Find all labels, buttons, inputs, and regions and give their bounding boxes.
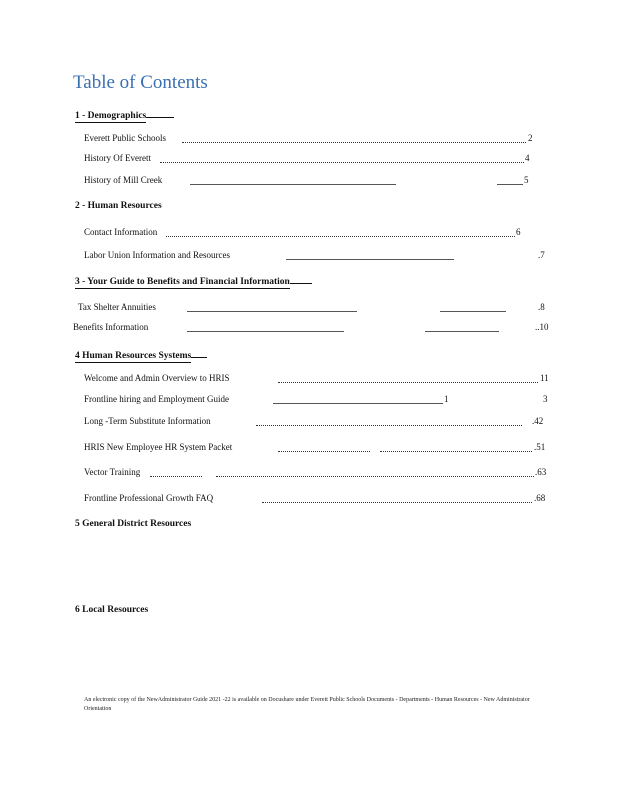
toc-entry[interactable]: Benefits Information bbox=[73, 322, 149, 332]
section-heading-text: 4 Human Resources Systems bbox=[75, 351, 192, 361]
page-number: 1 bbox=[444, 394, 449, 404]
toc-entry[interactable]: History of Mill Creek bbox=[84, 175, 163, 185]
page-number: 5 bbox=[524, 175, 529, 185]
page-number: 4 bbox=[525, 153, 530, 163]
page-number: .51 bbox=[534, 442, 546, 452]
page-number: .7 bbox=[538, 250, 545, 260]
dot-leader bbox=[160, 162, 524, 163]
toc-entry[interactable]: Vector Training bbox=[84, 467, 141, 477]
leader-line bbox=[286, 259, 454, 260]
section-heading-1[interactable] bbox=[75, 111, 174, 121]
dot-leader bbox=[150, 476, 202, 477]
page-number: .63 bbox=[535, 467, 547, 477]
dot-leader bbox=[166, 236, 515, 237]
toc-entry[interactable]: Long -Term Substitute Information bbox=[84, 416, 211, 426]
section-heading-text: 3 - Your Guide to Benefits and Financial Information bbox=[75, 277, 290, 287]
toc-entry[interactable]: Everett Public Schools bbox=[84, 133, 166, 143]
leader-line bbox=[190, 184, 396, 185]
page-number: .42 bbox=[532, 416, 544, 426]
dot-leader bbox=[278, 382, 538, 383]
page-number: 3 bbox=[543, 394, 548, 404]
toc-entry[interactable]: Contact Information bbox=[84, 227, 158, 237]
page-number: ..10 bbox=[535, 322, 549, 332]
page-number: 6 bbox=[516, 227, 521, 237]
section-heading-text: 1 - Demographics bbox=[75, 111, 147, 121]
toc-entry[interactable]: Tax Shelter Annuities bbox=[78, 302, 156, 312]
leader-line bbox=[187, 311, 357, 312]
toc-entry[interactable]: Frontline hiring and Employment Guide bbox=[84, 394, 229, 404]
dot-leader bbox=[216, 476, 534, 477]
toc-entry[interactable]: HRIS New Employee HR System Packet bbox=[84, 442, 233, 452]
toc-entry[interactable]: Welcome and Admin Overview to HRIS bbox=[84, 373, 230, 383]
leader-line bbox=[425, 331, 499, 332]
leader-line bbox=[497, 184, 523, 185]
page-title: Table of Contents bbox=[73, 72, 208, 93]
page-number: 2 bbox=[528, 133, 533, 143]
section-heading-3[interactable] bbox=[75, 277, 312, 287]
toc-entry[interactable]: Frontline Professional Growth FAQ bbox=[84, 493, 214, 503]
page-number: 11 bbox=[540, 373, 549, 383]
section-heading-2[interactable]: 2 - Human Resources bbox=[75, 201, 162, 211]
leader-line bbox=[273, 403, 443, 404]
dot-leader bbox=[262, 502, 532, 503]
dot-leader bbox=[256, 425, 522, 426]
section-heading-5[interactable]: 5 General District Resources bbox=[75, 519, 192, 529]
toc-entry[interactable]: Labor Union Information and Resources bbox=[84, 250, 230, 260]
toc-entry[interactable]: History Of Everett bbox=[84, 153, 151, 163]
page-number: .8 bbox=[538, 302, 545, 312]
leader-line bbox=[187, 331, 344, 332]
section-heading-6[interactable]: 6 Local Resources bbox=[75, 605, 149, 615]
section-heading-4[interactable] bbox=[75, 351, 207, 361]
dot-leader bbox=[182, 142, 526, 143]
leader-line bbox=[440, 311, 506, 312]
footnote: An electronic copy of the NewAdministrator Guide 2021 -22 is available on Docushare under Everett Public Schools Documents - Departments - Human Resources - New Administrator Orientation bbox=[84, 697, 530, 712]
dot-leader bbox=[278, 451, 370, 452]
dot-leader bbox=[380, 451, 532, 452]
page-number: .68 bbox=[534, 493, 546, 503]
